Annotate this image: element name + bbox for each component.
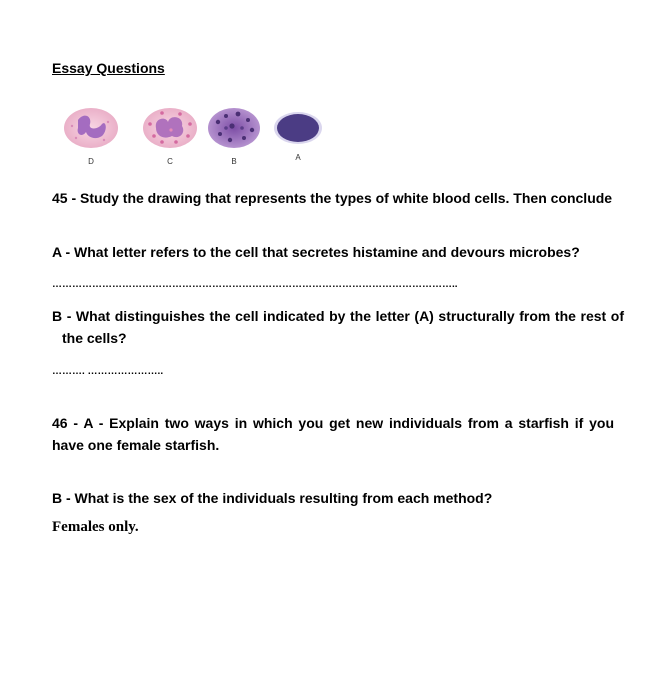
cell-letter-d: D bbox=[88, 157, 94, 166]
question-45-prompt: 45 - Study the drawing that represents the types of white blood cells. Then conclude bbox=[52, 190, 613, 206]
cell-b-basophil bbox=[208, 108, 260, 148]
answer-46-b: Females only. bbox=[52, 519, 139, 535]
cell-a-lymphocyte bbox=[274, 112, 322, 144]
answer-line-45-b: ………. ………………….. bbox=[52, 366, 164, 377]
cell-letter-a: A bbox=[295, 153, 301, 162]
cell-c-eosinophil bbox=[143, 108, 197, 148]
section-title: Essay Questions bbox=[52, 60, 165, 76]
question-45-part-b: B - What distinguishes the cell indicated by the letter (A) structurally from the rest of the cells? bbox=[52, 308, 624, 346]
white-blood-cells-figure bbox=[58, 100, 328, 172]
cell-letter-c: C bbox=[167, 157, 173, 166]
answer-line-45-a: ………………………………………………………………………………………………………….. bbox=[52, 279, 458, 290]
question-46-part-b: B - What is the sex of the individuals resulting from each method? bbox=[52, 490, 493, 506]
cell-d-neutrophil bbox=[64, 108, 118, 148]
cell-letter-b: B bbox=[231, 157, 237, 166]
question-45-part-a: A - What letter refers to the cell that secretes histamine and devours microbes? bbox=[52, 244, 580, 260]
question-46-part-a: 46 - A - Explain two ways in which you get new individuals from a starfish if you have one female starfish. bbox=[52, 415, 614, 453]
